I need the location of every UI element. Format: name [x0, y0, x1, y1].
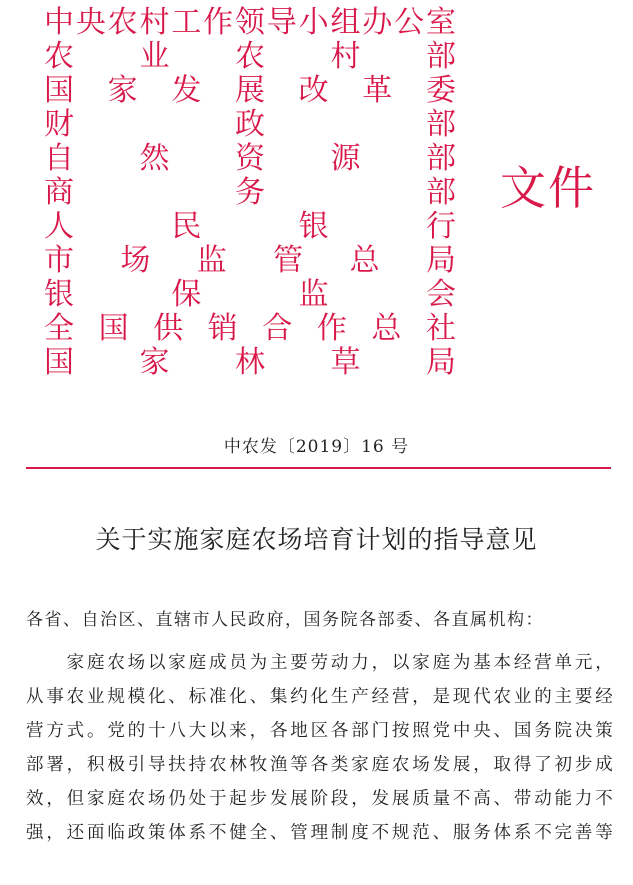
issuer-name: 全 国 供 销 合 作 总 社	[44, 311, 456, 346]
file-label: 文件	[500, 161, 596, 215]
issuer-name: 国 家 林 草 局	[44, 345, 456, 380]
issuer-name: 市 场 监 管 总 局	[44, 243, 456, 278]
body-line: 强 ， 还 面 临 政 策 体 系 不 健 全 、 管 理 制 度 不 规 范 、 服 务 体 系 不 完 善 等	[26, 823, 613, 843]
body-text	[26, 646, 613, 850]
body-line: 部 署 ， 积 极 引 导 扶 持 农 林 牧 渔 等 各 类 家 庭 农 场 发 展 ， 取 得 了 初 步 成	[26, 755, 613, 775]
issuer-name: 银 保 监 会	[44, 277, 456, 312]
body-line: 营 方 式 。 党 的 十 八 大 以 来 ， 各 地 区 各 部 门 按 照 党 中 央 、 国 务 院 决 策	[26, 721, 613, 741]
document-number: 中农发〔2019〕16 号	[223, 437, 410, 457]
body-line: 从 事 农 业 规 模 化 、 标 准 化 、 集 约 化 生 产 经 营 ， 是 现 代 农 业 的 主 要 经	[26, 687, 613, 707]
issuer-name: 人 民 银 行	[44, 209, 456, 244]
body-line: 家 庭 农 场 以 家 庭 成 员 为 主 要 劳 动 力 ， 以 家 庭 为 基 本 经 营 单 元 ，	[66, 653, 613, 673]
issuer-name: 农 业 农 村 部	[44, 39, 456, 74]
body-line: 效 ， 但 家 庭 农 场 仍 处 于 起 步 发 展 阶 段 ， 发 展 质 量 不 高 、 带 动 能 力 不	[26, 789, 613, 809]
issuer-name: 商 务 部	[44, 175, 456, 210]
document-title: 关于实施家庭农场培育计划的指导意见	[95, 525, 538, 554]
issuer-name: 中 央 农 村 工 作 领 导 小 组 办 公 室	[44, 5, 456, 40]
issuer-name: 国 家 发 展 改 革 委	[44, 73, 456, 108]
issuer-name: 财 政 部	[44, 107, 456, 142]
issuer-name: 自 然 资 源 部	[44, 141, 456, 176]
salutation: 各省、自治区、直辖市人民政府，国务院各部委、各直属机构：	[26, 610, 544, 630]
red-divider-line	[26, 467, 611, 469]
issuing-agencies-block	[44, 6, 456, 380]
